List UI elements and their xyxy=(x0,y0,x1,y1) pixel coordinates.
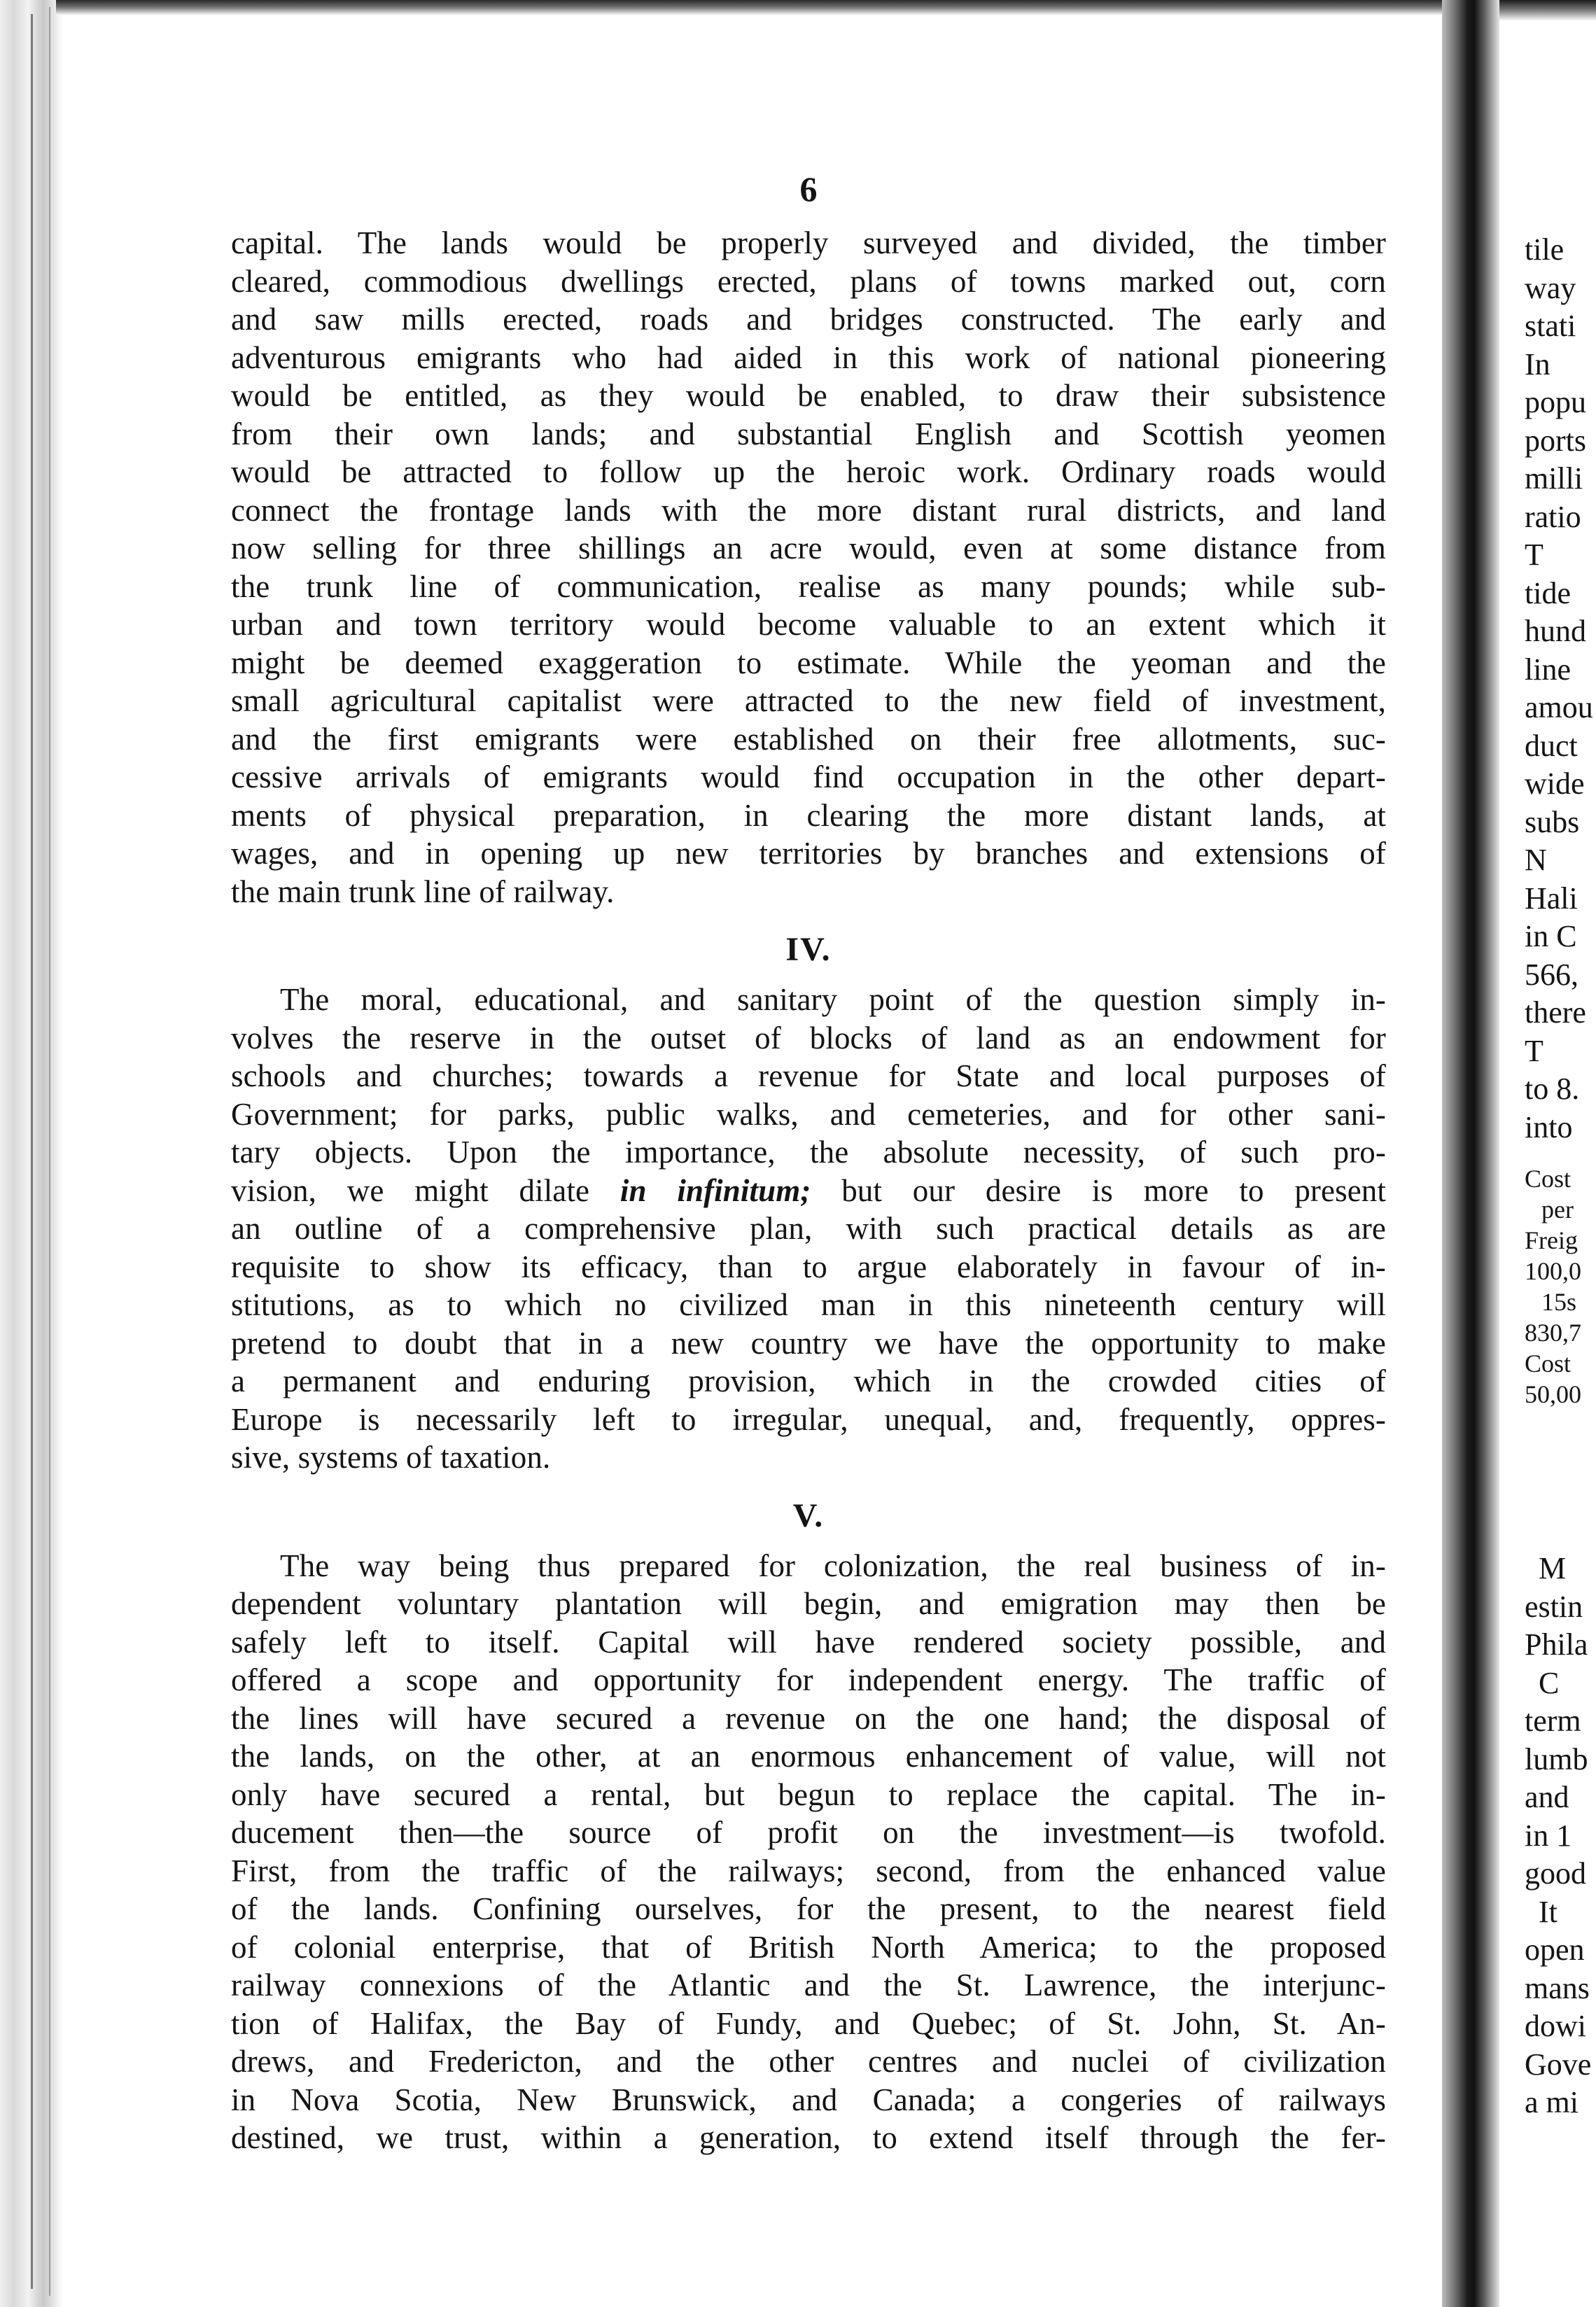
fragment: 15s xyxy=(1541,1288,1577,1316)
text-line: small agricultural capitalist were attracted to the new field of investment, xyxy=(231,683,1386,718)
text-line: volves the reserve in the outset of blocks of land as an endowment for xyxy=(231,1020,1386,1056)
text-run: vision, we might dilate xyxy=(231,1172,620,1208)
fragment: estin xyxy=(1525,1589,1583,1624)
text-line: The moral, educational, and sanitary point of the question simply in- xyxy=(280,982,1386,1017)
adjacent-page-fragments xyxy=(1525,231,1596,2122)
text-line: would be attracted to follow up the heroic work. Ordinary roads would xyxy=(231,454,1386,489)
fragment: term xyxy=(1525,1704,1581,1738)
binding-rule xyxy=(31,14,33,2289)
fragment: M xyxy=(1539,1551,1567,1585)
page-number: 6 xyxy=(799,169,818,209)
fragment: into xyxy=(1525,1109,1573,1144)
fragment: It xyxy=(1539,1894,1558,1929)
fragment: lumb xyxy=(1525,1741,1588,1776)
binding-rule xyxy=(49,7,50,2296)
text-line: ments of physical preparation, in clearing the more distant lands, at xyxy=(231,797,1386,833)
text-line: would be entitled, as they would be enabled, to draw their subsistence xyxy=(231,378,1386,413)
text-line: an outline of a comprehensive plan, with such practical details as are xyxy=(231,1211,1386,1246)
text-line: urban and town territory would become valuable to an extent which it xyxy=(231,607,1386,642)
text-line: Europe is necessarily left to irregular, unequal, and, frequently, oppres- xyxy=(231,1401,1386,1437)
text-line: The way being thus prepared for colonization, the real business of in- xyxy=(280,1548,1386,1583)
text-line: of colonial enterprise, that of British North America; to the proposed xyxy=(231,1929,1386,1965)
fragment: C xyxy=(1539,1665,1560,1700)
fragment: tile xyxy=(1525,232,1564,267)
text-line: only have secured a rental, but begun to replace the capital. The in- xyxy=(231,1776,1386,1812)
fragment: good xyxy=(1525,1856,1586,1891)
text-line: railway connexions of the Atlantic and the St. Lawrence, the interjunc- xyxy=(231,1968,1386,2003)
text-line: cessive arrivals of emigrants would find occupation in the other depart- xyxy=(231,759,1386,794)
book-gutter xyxy=(1442,0,1499,2307)
fragment: 100,0 xyxy=(1525,1257,1581,1285)
text-line: now selling for three shillings an acre would, even at some distance from xyxy=(231,531,1386,566)
fragment: open xyxy=(1525,1933,1585,1967)
fragment: Hali xyxy=(1525,881,1578,916)
text-line: connect the frontage lands with the more distant rural districts, and land xyxy=(231,492,1386,528)
main-page xyxy=(231,168,1386,2157)
fragment: and xyxy=(1525,1780,1569,1814)
text-line: might be deemed exaggeration to estimate. While the yeoman and the xyxy=(231,645,1386,680)
fragment: T xyxy=(1525,1033,1544,1068)
text-line: the lands, on the other, at an enormous enhancement of value, will not xyxy=(231,1739,1386,1774)
text-line: requisite to show its efficacy, than to argue elaborately in favour of in- xyxy=(231,1249,1386,1284)
text-line: cleared, commodious dwellings erected, plans of towns marked out, corn xyxy=(231,263,1386,299)
fragment: Cost xyxy=(1525,1349,1572,1377)
text-line: drews, and Fredericton, and the other centres and nuclei of civilization xyxy=(231,2044,1386,2079)
text-line: offered a scope and opportunity for independent energy. The traffic of xyxy=(231,1662,1386,1697)
fragment: stati xyxy=(1525,309,1576,343)
paragraph-section-iv xyxy=(231,981,1386,1477)
text-line: tion of Halifax, the Bay of Fundy, and Quebec; of St. John, St. An- xyxy=(231,2005,1386,2041)
text-line: destined, we trust, within a generation, to extend itself through the fer- xyxy=(231,2120,1386,2155)
paragraph-section-v xyxy=(231,1547,1386,2157)
text-line: stitutions, as to which no civilized man in this nineteenth century will xyxy=(231,1287,1386,1322)
fragment: per xyxy=(1541,1195,1574,1223)
text-line: dependent voluntary plantation will begin, and emigration may then be xyxy=(231,1586,1386,1621)
text-line: the trunk line of communication, realise as many pounds; while sub- xyxy=(231,568,1386,604)
fragment: T xyxy=(1525,538,1544,572)
text-line: First, from the traffic of the railways; second, from the enhanced value xyxy=(231,1853,1386,1888)
fragment: dowi xyxy=(1525,2009,1586,2043)
fragment: in 1 xyxy=(1525,1818,1572,1853)
fragment: duct xyxy=(1525,728,1578,763)
text-line-with-italic xyxy=(231,1172,1386,1210)
spacer xyxy=(1525,1410,1596,1550)
text-line: a permanent and enduring provision, which in the crowded cities of xyxy=(231,1363,1386,1398)
fragment: N xyxy=(1525,843,1547,877)
fragment: 566, xyxy=(1525,957,1578,992)
text-line: tary objects. Upon the importance, the absolute necessity, of such pro- xyxy=(231,1135,1386,1170)
fragment: to 8. xyxy=(1525,1072,1580,1106)
fragment: in C xyxy=(1525,919,1577,953)
text-line: of the lands. Confining ourselves, for the present, to the nearest field xyxy=(231,1891,1386,1926)
text-line: and saw mills erected, roads and bridges constructed. The early and xyxy=(231,302,1386,337)
text-line: the main trunk line of railway. xyxy=(231,874,615,909)
fragment: amou xyxy=(1525,690,1593,724)
fragment: In xyxy=(1525,346,1550,381)
fragment: milli xyxy=(1525,461,1583,496)
fragment: tide xyxy=(1525,575,1571,610)
fragment: way xyxy=(1525,270,1576,305)
paragraph-section-iii-tail xyxy=(231,224,1386,911)
fragment: line xyxy=(1525,652,1571,687)
spacer xyxy=(1525,1147,1596,1163)
right-page-top-edge xyxy=(1499,0,1596,21)
fragment: there xyxy=(1525,995,1586,1030)
text-line: from their own lands; and substantial English and Scottish yeomen xyxy=(231,416,1386,451)
fragment: ports xyxy=(1525,423,1586,458)
text-line: in Nova Scotia, New Brunswick, and Canada; a congeries of railways xyxy=(231,2082,1386,2117)
italic-phrase: in infinitum; xyxy=(620,1172,811,1208)
fragment: Freig xyxy=(1525,1226,1578,1254)
fragment: 830,7 xyxy=(1525,1319,1581,1347)
fragment: Cost xyxy=(1525,1165,1572,1193)
section-heading-v: V. xyxy=(792,1496,825,1534)
page-binding-edge xyxy=(0,0,63,2307)
fragment: Gove xyxy=(1525,2047,1592,2082)
text-line: the lines will have secured a revenue on the one hand; the disposal of xyxy=(231,1700,1386,1736)
text-line: sive, systems of taxation. xyxy=(231,1440,551,1475)
fragment: wide xyxy=(1525,766,1585,801)
fragment: 50,00 xyxy=(1525,1380,1581,1408)
fragment: a mi xyxy=(1525,2085,1578,2119)
fragment: subs xyxy=(1525,804,1580,839)
fragment: ratio xyxy=(1525,499,1581,534)
text-line: ducement then—the source of profit on the investment—is twofold. xyxy=(231,1815,1386,1850)
text-line: capital. The lands would be properly surveyed and divided, the timber xyxy=(231,225,1386,260)
text-line: pretend to doubt that in a new country we have the opportunity to make xyxy=(231,1325,1386,1361)
text-line: adventurous emigrants who had aided in this work of national pioneering xyxy=(231,339,1386,375)
text-line: and the first emigrants were established on their free allotments, suc- xyxy=(231,721,1386,757)
fragment: hund xyxy=(1525,614,1586,648)
page-top-edge xyxy=(56,0,1442,15)
fragment: mans xyxy=(1525,1970,1590,2005)
fragment: popu xyxy=(1525,385,1586,419)
text-line: wages, and in opening up new territories by branches and extensions of xyxy=(231,836,1386,871)
section-heading-iv: IV. xyxy=(785,931,832,968)
fragment: Phila xyxy=(1525,1627,1588,1662)
text-line: Government; for parks, public walks, and cemeteries, and for other sani- xyxy=(231,1096,1386,1132)
text-run: but our desire is more to present xyxy=(811,1172,1386,1208)
text-line: safely left to itself. Capital will have rendered society possible, and xyxy=(231,1624,1386,1660)
text-line: schools and churches; towards a revenue for State and local purposes of xyxy=(231,1058,1386,1093)
